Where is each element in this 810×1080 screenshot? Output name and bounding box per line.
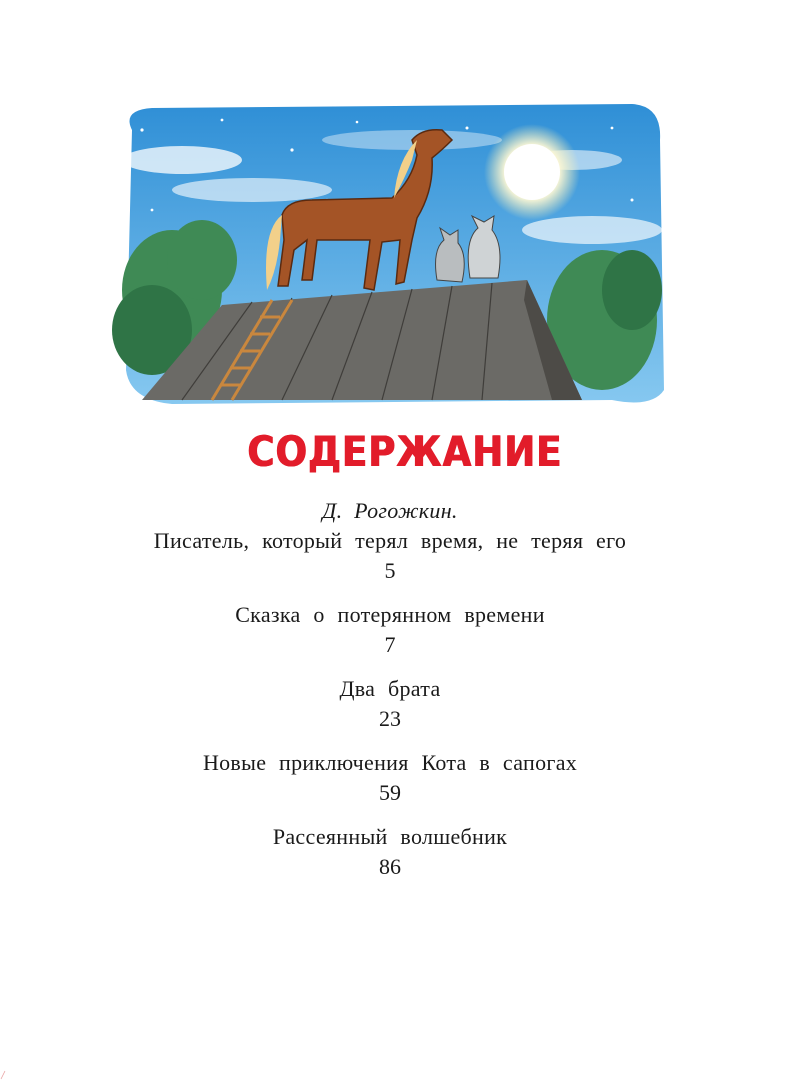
toc-page-number: 7 [384, 632, 396, 657]
crop-mark-icon [0, 1070, 10, 1080]
toc-page-number: 23 [379, 706, 401, 731]
toc-page-number: 86 [379, 854, 401, 879]
toc-title: Рассеянный волшебник [272, 824, 508, 849]
toc-page-number: 5 [384, 558, 396, 583]
toc-title: Сказка о потерянном времени [235, 602, 545, 627]
toc-title: Два брата [339, 676, 441, 701]
toc-entry[interactable] [0, 674, 780, 734]
toc-entry[interactable] [0, 496, 780, 586]
table-of-contents [0, 496, 780, 896]
toc-entry[interactable] [0, 822, 780, 882]
page-title: СОДЕРЖАНИЕ [247, 428, 563, 477]
cover-illustration [112, 100, 668, 412]
toc-title: Писатель, который терял время, не теряя его [153, 528, 627, 553]
toc-page-number: 59 [379, 780, 401, 805]
toc-entry[interactable] [0, 600, 780, 660]
toc-author: Д. Рогожкин. [322, 498, 458, 523]
toc-title: Новые приключения Кота в сапогах [202, 750, 578, 775]
toc-entry[interactable] [0, 748, 780, 808]
horse-on-roof-illustration [112, 100, 668, 412]
